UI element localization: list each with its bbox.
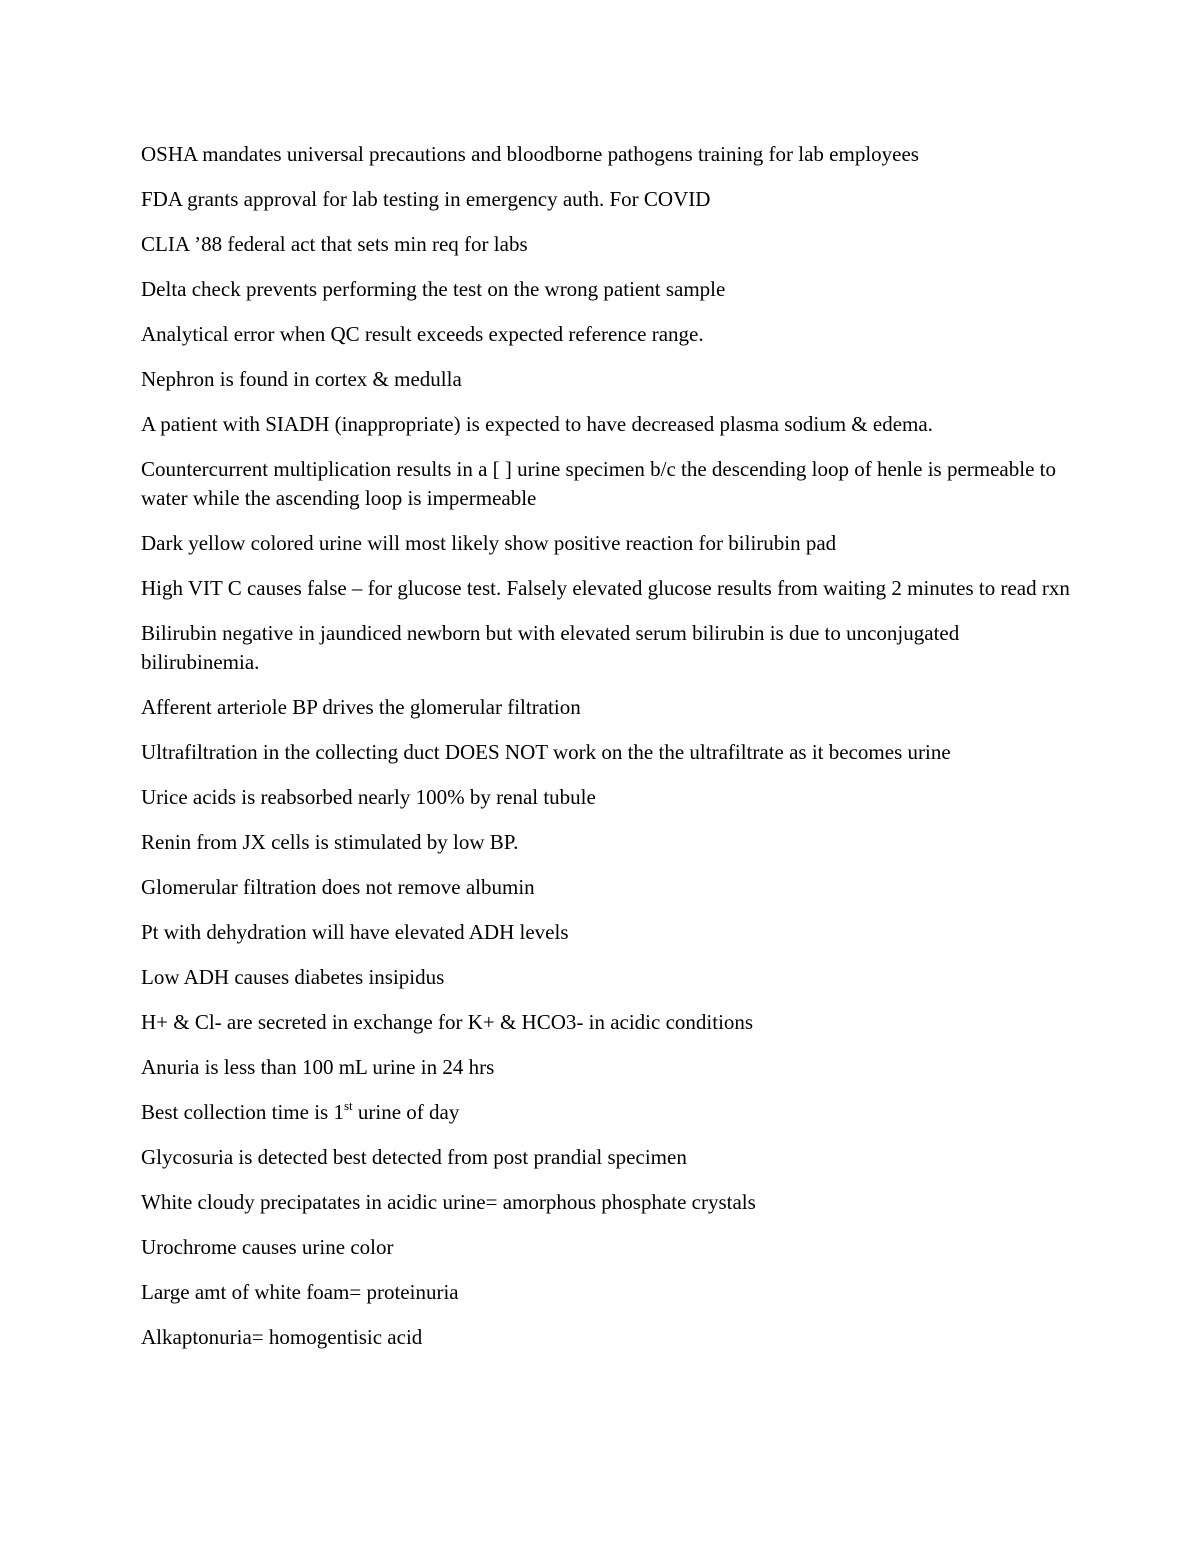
text-paragraph: Nephron is found in cortex & medulla xyxy=(141,367,462,391)
text-paragraph: Afferent arteriole BP drives the glomerular filtration xyxy=(141,695,581,719)
text-paragraph: H+ & Cl- are secreted in exchange for K+ & HCO3- in acidic conditions xyxy=(141,1010,754,1034)
text-paragraph: Renin from JX cells is stimulated by low BP. xyxy=(141,830,519,854)
text-paragraph: Glomerular filtration does not remove albumin xyxy=(141,875,535,899)
text-paragraph: Ultrafiltration in the collecting duct DOES NOT work on the the ultrafiltrate as it becomes urine xyxy=(141,740,951,764)
text-paragraph: OSHA mandates universal precautions and bloodborne pathogens training for lab employees xyxy=(141,142,919,166)
collection-time-text-before: Best collection time is 1 xyxy=(141,1100,344,1124)
text-paragraph: Countercurrent multiplication results in a [ ] urine specimen b/c the descending loop of henle is permeable to water while the ascending loop is impermeable xyxy=(141,457,1056,510)
text-paragraph: A patient with SIADH (inappropriate) is expected to have decreased plasma sodium & edema. xyxy=(141,412,933,436)
text-paragraph: FDA grants approval for lab testing in emergency auth. For COVID xyxy=(141,187,711,211)
text-paragraph: Analytical error when QC result exceeds expected reference range. xyxy=(141,322,704,346)
text-paragraph: Anuria is less than 100 mL urine in 24 hrs xyxy=(141,1055,495,1079)
text-paragraph: Low ADH causes diabetes insipidus xyxy=(141,965,445,989)
text-paragraph: Alkaptonuria= homogentisic acid xyxy=(141,1325,423,1349)
text-paragraph: Glycosuria is detected best detected from post prandial specimen xyxy=(141,1145,687,1169)
text-paragraph: Delta check prevents performing the test on the wrong patient sample xyxy=(141,277,726,301)
collection-time-paragraph xyxy=(141,1098,1071,1127)
text-paragraph: Bilirubin negative in jaundiced newborn but with elevated serum bilirubin is due to unconjugated bilirubinemia. xyxy=(141,621,960,674)
text-paragraph: Urice acids is reabsorbed nearly 100% by renal tubule xyxy=(141,785,596,809)
text-paragraph: Pt with dehydration will have elevated ADH levels xyxy=(141,920,569,944)
text-paragraph: Dark yellow colored urine will most likely show positive reaction for bilirubin pad xyxy=(141,531,837,555)
text-paragraph: High VIT C causes false – for glucose test. Falsely elevated glucose results from waiting 2 minutes to read rxn xyxy=(141,576,1070,600)
document-body xyxy=(141,140,1071,1368)
ordinal-superscript: st xyxy=(343,1098,353,1113)
text-paragraph: CLIA ’88 federal act that sets min req for labs xyxy=(141,232,528,256)
text-paragraph: Large amt of white foam= proteinuria xyxy=(141,1280,459,1304)
text-paragraph: White cloudy precipatates in acidic urine= amorphous phosphate crystals xyxy=(141,1190,756,1214)
text-paragraph: Urochrome causes urine color xyxy=(141,1235,394,1259)
collection-time-text-after: urine of day xyxy=(352,1100,460,1124)
